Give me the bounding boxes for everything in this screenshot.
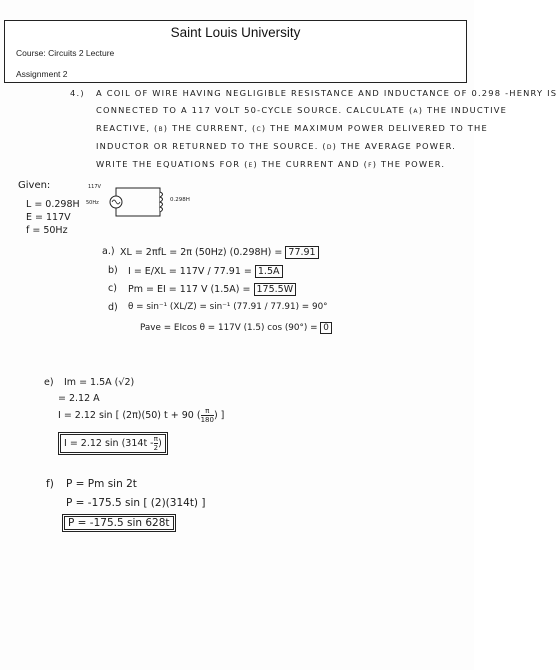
part-e-label: e) (44, 377, 54, 388)
part-f-line-2: P = -175.5 sin [ (2)(314t) ] (66, 497, 206, 509)
part-e-answer-numerator: π (153, 435, 158, 443)
circuit-diagram (96, 180, 216, 224)
part-e-answer (60, 434, 166, 453)
circuit-source-frequency: 50Hz (86, 200, 99, 206)
part-b-equation (128, 265, 283, 278)
part-b-answer: 1.5A (255, 265, 283, 278)
part-b-label: b) (108, 265, 118, 276)
part-c-text: Pm = EI = 117 V (1.5A) = (128, 284, 251, 295)
part-f-label: f) (46, 478, 54, 490)
part-f-line-1: P = Pm sin 2t (66, 478, 137, 490)
given-inductance: L = 0.298H (26, 199, 80, 210)
header-box (4, 20, 467, 83)
part-e-answer-right: ) (158, 438, 162, 449)
course-label: Course: Circuits 2 Lecture (16, 48, 115, 58)
part-c-label: c) (108, 283, 117, 294)
part-e-line-3-denominator: 180 (200, 416, 214, 424)
part-c-equation (128, 283, 296, 296)
part-d-equation (140, 322, 332, 334)
given-title: Given: (18, 180, 51, 191)
given-frequency: f = 50Hz (26, 225, 68, 236)
part-a-text: XL = 2πfL = 2π (50Hz) (0.298H) = (120, 247, 283, 258)
given-voltage: E = 117V (26, 212, 71, 223)
part-e-answer-denominator: 2 (153, 444, 159, 452)
part-f-answer-box: P = -175.5 sin 628t (64, 516, 174, 530)
part-e-line-2: = 2.12 A (58, 393, 100, 404)
part-a-equation (120, 246, 319, 259)
part-a-label: a.) (102, 246, 115, 257)
part-f-answer (64, 516, 174, 530)
problem-line-3: REACTIVE, (b) THE CURRENT, (c) THE MAXIMUM POWER DELIVERED TO THE (96, 123, 488, 133)
part-e-answer-left: I = 2.12 sin (314t - (64, 438, 154, 449)
university-title: Saint Louis University (170, 25, 301, 40)
part-e-answer-box (60, 434, 166, 453)
part-e-line-3-left: I = 2.12 sin [ (2π)(50) t + 90 ( (58, 410, 201, 421)
part-a-answer: 77.91 (285, 246, 318, 259)
part-d-answer: 0 (320, 322, 332, 334)
part-b-text: I = E/XL = 117V / 77.91 = (128, 266, 252, 277)
part-e-line-3-fraction (201, 407, 214, 424)
problem-line-4: INDUCTOR OR RETURNED TO THE SOURCE. (d) THE AVERAGE POWER. (96, 141, 457, 151)
part-e-line-3 (58, 407, 224, 424)
part-e-line-3-right: ) ] (213, 410, 225, 421)
circuit-inductor-label: 0.298H (170, 197, 190, 203)
problem-line-2: CONNECTED TO A 117 VOLT 50-CYCLE SOURCE. CALCULATE (a) THE INDUCTIVE (96, 105, 508, 115)
part-e-line-1: Im = 1.5A (√2) (64, 377, 135, 388)
part-d-text: Pave = EIcos θ = 117V (1.5) cos (90°) = (140, 323, 318, 333)
assignment-label: Assignment 2 (16, 69, 68, 79)
part-e-line-3-numerator: π (201, 407, 214, 416)
part-d-angle: θ = sin⁻¹ (XL/Z) = sin⁻¹ (77.91 / 77.91) = 90° (128, 302, 328, 312)
circuit-source-voltage: 117V (88, 184, 101, 190)
part-d-label: d) (108, 302, 118, 313)
part-c-answer: 175.5W (254, 283, 297, 296)
problem-number: 4.) (70, 88, 85, 98)
problem-line-5: WRITE THE EQUATIONS FOR (e) THE CURRENT AND (f) THE POWER. (96, 159, 446, 169)
problem-line-1: A COIL OF WIRE HAVING NEGLIGIBLE RESISTANCE AND INDUCTANCE OF 0.298 -HENRY IS (96, 88, 557, 98)
